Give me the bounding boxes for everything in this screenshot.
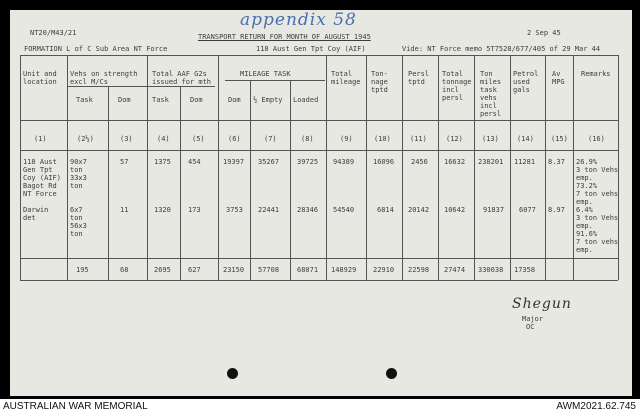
total-petrol: 17358 [514,266,536,274]
total-total-tonnage: 27474 [444,266,466,274]
punch-hole [227,368,238,379]
signature-unit: OC [526,323,535,331]
col-number: (4) [157,135,170,143]
col-number: (3) [120,135,133,143]
col-rule [545,55,546,280]
subheader-rule-mileage [225,80,325,81]
col-number: (12) [446,135,463,143]
col-rule [108,86,109,280]
row2-total-mileage: 54540 [333,206,355,214]
signature-rank: Major [522,315,544,323]
row1-mileage-dom: 19397 [223,158,245,166]
row1-mileage-empty: 35267 [258,158,280,166]
vide-reference: Vide: NT Force memo 5T7528/677/405 of 29 Mar 44 [402,45,601,53]
header-tonnage-tptd: Ton- nage tptd [371,70,388,94]
row1-tonnage-tptd: 16096 [373,158,395,166]
subheader-rule-vehs-aaf [67,86,215,87]
total-aaf-task: 2695 [154,266,171,274]
row2-petrol: 6077 [519,206,536,214]
document-page [10,10,632,396]
row2-total-tonnage: 10642 [444,206,466,214]
row2-mpg: 8.97 [548,206,565,214]
total-mileage-dom: 23150 [223,266,245,274]
header-remarks: Remarks [581,70,611,78]
col-rule [402,55,403,280]
row2-aaf-dom: 173 [188,206,201,214]
col-rule [510,55,511,280]
col-number: (1) [34,135,47,143]
header-aaf: Total AAF G2s issued for mth [152,70,212,86]
row1-mileage-loaded: 39725 [297,158,319,166]
row2-tonnage-tptd: 6814 [377,206,394,214]
totals-bottom-rule [20,280,618,281]
col-number: (13) [482,135,499,143]
subheader-dom: Dom [118,96,131,104]
col-rule [474,55,475,280]
header-total-tonnage: Total tonnage incl persl [442,70,472,102]
col-rule [326,55,327,280]
footer-institution: AUSTRALIAN WAR MEMORIAL [3,401,148,412]
total-ton-miles: 330038 [478,266,504,274]
col-rule [180,86,181,280]
archive-footer [0,399,640,414]
row1-aaf-dom: 454 [188,158,201,166]
total-total-mileage: 148929 [331,266,357,274]
row1-unit: 118 Aust Gen Tpt Coy (AIF) Bagot Rd NT Force [23,158,61,198]
row2-aaf-task: 1320 [154,206,171,214]
header-persl-tptd: Persl tptd [408,70,430,86]
totals-top-rule [20,258,618,259]
col-number: (15) [551,135,568,143]
col-rule [67,55,68,280]
row1-aaf-task: 1375 [154,158,171,166]
row2-unit: Darwin det [23,206,49,222]
total-aaf-dom: 627 [188,266,201,274]
col-rule [366,55,367,280]
col-rule [250,80,251,280]
col-number: (7) [264,135,277,143]
numbers-bottom-rule [20,150,618,151]
col-number: (6) [228,135,241,143]
formation-line: FORMATION L of C Sub Area NT Force [24,45,168,53]
col-rule [147,55,148,280]
total-tonnage-tptd: 22910 [373,266,395,274]
header-bottom-rule [20,120,618,121]
total-mileage-loaded: 68071 [297,266,319,274]
doc-title: TRANSPORT RETURN FOR MONTH OF AUGUST 1945 [198,33,371,41]
table-top-rule [20,55,618,56]
col-rule [438,55,439,280]
row2-persl-tptd: 20142 [408,206,430,214]
col-number: (8) [301,135,314,143]
col-rule [218,55,219,280]
subheader-loaded: Loaded [293,96,319,104]
col-number: (9) [340,135,353,143]
total-persl-tptd: 22598 [408,266,430,274]
col-rule [290,80,291,280]
col-number: (16) [588,135,605,143]
row1-remarks: 26.9% 3 ton Vehs emp. 73.2% 7 ton vehs emp. [576,158,619,206]
row1-total-mileage: 94389 [333,158,355,166]
row2-mileage-loaded: 28346 [297,206,319,214]
row2-ton-miles: 91837 [483,206,505,214]
header-mileage-task: MILEAGE TASK [240,70,291,78]
col-number: (14) [517,135,534,143]
footer-accession-number: AWM2021.62.745 [556,401,636,412]
row1-vehs-task: 90x7 ton 33x3 ton [70,158,87,190]
header-vehs: Vehs on strength excl M/Cs [70,70,138,86]
col-rule [20,55,21,280]
doc-date: 2 Sep 45 [527,29,561,37]
row2-mileage-dom: 3753 [226,206,243,214]
col-number: (11) [410,135,427,143]
subheader-task: Task [76,96,93,104]
row1-mpg: 8.37 [548,158,565,166]
col-rule [573,55,574,280]
header-ton-miles: Ton miles task vehs incl persl [480,70,502,118]
row1-vehs-dom: 57 [120,158,129,166]
subheader-dom: Dom [190,96,203,104]
row1-total-tonnage: 16632 [444,158,466,166]
total-vehs-task: 195 [76,266,89,274]
row2-mileage-empty: 22441 [258,206,280,214]
handwritten-annotation: appendix 58 [240,10,357,30]
total-mileage-empty: 57708 [258,266,280,274]
subheader-half-empty: ½ Empty [253,96,283,104]
subheader-dom: Dom [228,96,241,104]
header-petrol: Petrol used gals [513,70,539,94]
row2-remarks: 6.4% 3 ton Vehs emp. 91.6% 7 ton vehs emp. [576,206,619,254]
unit-heading: 118 Aust Gen Tpt Coy (AIF) [256,45,366,53]
header-unit: Unit and location [23,70,57,86]
doc-ref: NT20/M43/21 [30,29,77,37]
total-vehs-dom: 68 [120,266,129,274]
row2-vehs-task: 6x7 ton 56x3 ton [70,206,87,238]
header-av-mpg: Av MPG [552,70,565,86]
col-number: (5) [192,135,205,143]
row1-ton-miles: 238201 [478,158,504,166]
row2-vehs-dom: 11 [120,206,129,214]
subheader-task: Task [152,96,169,104]
col-number: (2½) [77,135,94,143]
row1-persl-tptd: 2456 [411,158,428,166]
punch-hole [386,368,397,379]
row1-petrol: 11281 [514,158,536,166]
col-number: (10) [374,135,391,143]
signature: Shegun [512,296,572,312]
header-total-mileage: Total mileage [331,70,361,86]
